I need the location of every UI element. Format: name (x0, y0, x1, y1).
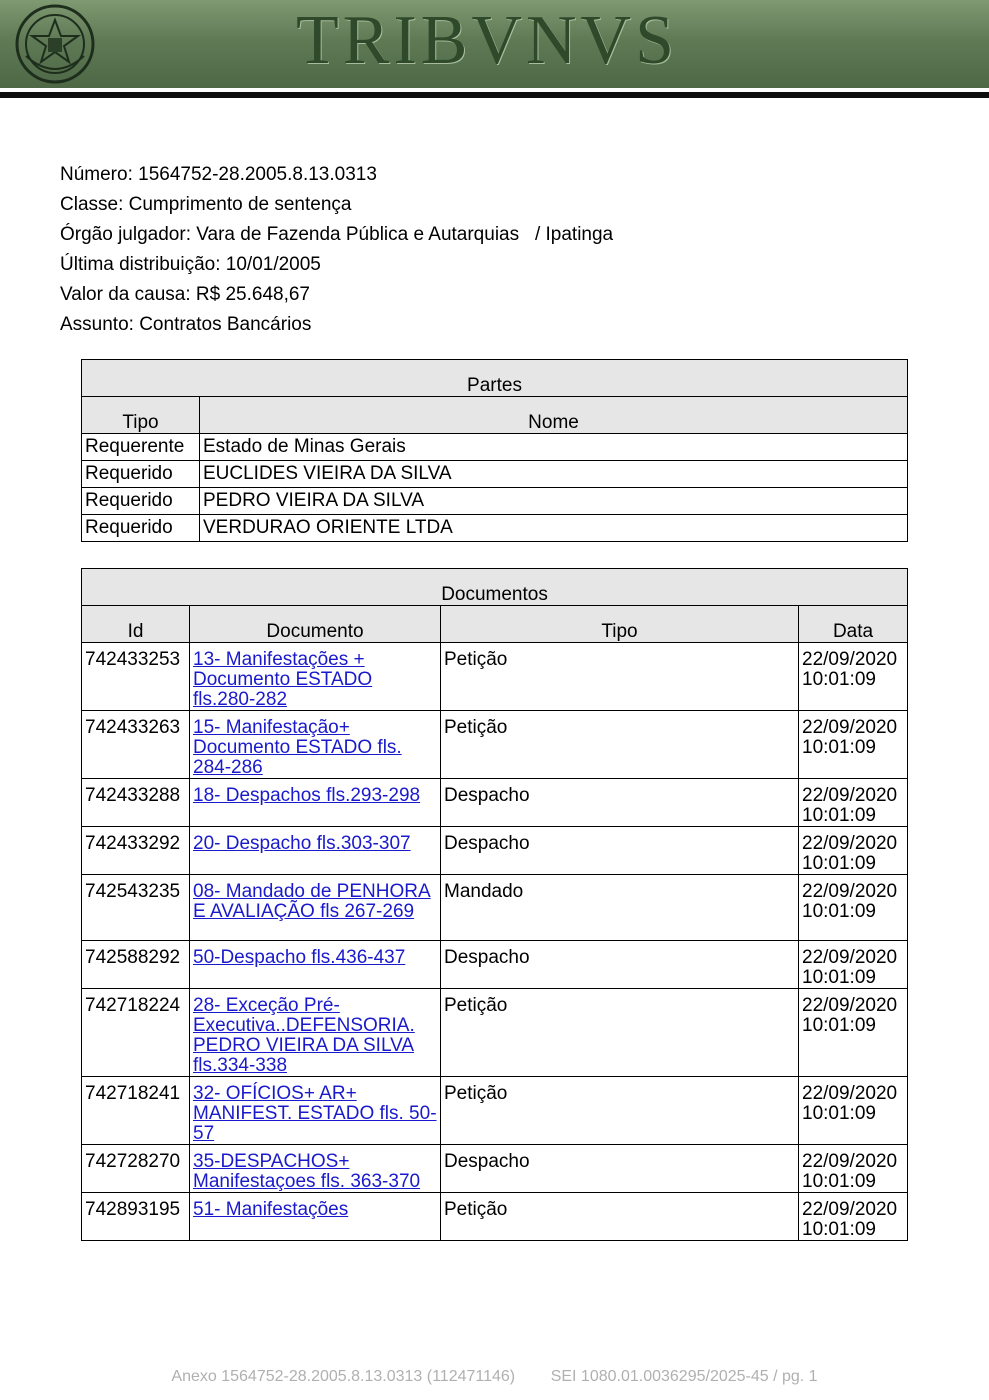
process-value: Valor da causa: R$ 25.648,67 (60, 284, 310, 305)
docs-header-documento: Documento (190, 606, 441, 643)
doc-data: 22/09/2020 10:01:09 (799, 827, 908, 875)
parte-nome: PEDRO VIEIRA DA SILVA (200, 488, 908, 515)
parte-nome: Estado de Minas Gerais (200, 434, 908, 461)
doc-tipo: Despacho (441, 827, 799, 875)
doc-data: 22/09/2020 10:01:09 (799, 875, 908, 941)
doc-id: 742433292 (82, 827, 190, 875)
doc-tipo: Despacho (441, 1145, 799, 1193)
documentos-caption: Documentos (82, 569, 908, 606)
table-row (82, 989, 908, 1077)
doc-tipo: Despacho (441, 779, 799, 827)
doc-link[interactable]: 32- OFÍCIOS+ AR+ MANIFEST. ESTADO fls. 50-57 (193, 1083, 437, 1144)
table-row (82, 827, 908, 875)
doc-link[interactable]: 13- Manifestações + Documento ESTADO fls.280-282 (193, 649, 373, 710)
doc-data: 22/09/2020 10:01:09 (799, 1193, 908, 1241)
page-footer: Anexo 1564752-28.2005.8.13.0313 (112471146) SEI 1080.01.0036295/2025-45 / pg. 1 (171, 1368, 818, 1385)
parte-nome: EUCLIDES VIEIRA DA SILVA (200, 461, 908, 488)
doc-tipo: Petição (441, 1193, 799, 1241)
doc-link[interactable]: 50-Despacho fls.436-437 (193, 947, 406, 968)
process-number: Número: 1564752-28.2005.8.13.0313 (60, 164, 377, 185)
doc-id: 742728270 (82, 1145, 190, 1193)
doc-tipo: Petição (441, 1077, 799, 1145)
table-row (82, 875, 908, 941)
doc-data: 22/09/2020 10:01:09 (799, 779, 908, 827)
doc-id: 742433263 (82, 711, 190, 779)
doc-id: 742588292 (82, 941, 190, 989)
process-info (60, 160, 613, 340)
doc-id: 742543235 (82, 875, 190, 941)
process-distribution: Última distribuição: 10/01/2005 (60, 254, 321, 275)
doc-id: 742718224 (82, 989, 190, 1077)
doc-id: 742718241 (82, 1077, 190, 1145)
doc-link[interactable]: 15- Manifestação+ Documento ESTADO fls. 284-286 (193, 717, 402, 778)
doc-data: 22/09/2020 10:01:09 (799, 941, 908, 989)
table-row (82, 461, 908, 488)
docs-header-id: Id (82, 606, 190, 643)
parte-tipo: Requerente (82, 434, 200, 461)
doc-id: 742433253 (82, 643, 190, 711)
doc-link[interactable]: 18- Despachos fls.293-298 (193, 785, 421, 806)
table-row (82, 515, 908, 542)
partes-header-tipo: Tipo (82, 397, 200, 434)
doc-data: 22/09/2020 10:01:09 (799, 989, 908, 1077)
table-row (82, 434, 908, 461)
doc-id: 742433288 (82, 779, 190, 827)
table-row (82, 1145, 908, 1193)
partes-table (81, 359, 908, 542)
coat-of-arms-icon (12, 4, 98, 84)
parte-nome: VERDURAO ORIENTE LTDA (200, 515, 908, 542)
header-rule (0, 92, 989, 98)
table-row (82, 488, 908, 515)
doc-data: 22/09/2020 10:01:09 (799, 711, 908, 779)
doc-link[interactable]: 35-DESPACHOS+ Manifestaçoes fls. 363-370 (193, 1151, 421, 1192)
table-row (82, 779, 908, 827)
doc-link[interactable]: 08- Mandado de PENHORA E AVALIAÇÃO fls 267-269 (193, 881, 431, 922)
documentos-table (81, 568, 908, 1241)
doc-data: 22/09/2020 10:01:09 (799, 1077, 908, 1145)
doc-id: 742893195 (82, 1193, 190, 1241)
process-class: Classe: Cumprimento de sentença (60, 194, 352, 215)
docs-header-data: Data (799, 606, 908, 643)
table-row (82, 1077, 908, 1145)
doc-link[interactable]: 28- Exceção Pré-Executiva..DEFENSORIA. PEDRO VIEIRA DA SILVA fls.334-338 (193, 995, 415, 1076)
doc-data: 22/09/2020 10:01:09 (799, 1145, 908, 1193)
brand-logo: TRIBVNVS (296, 2, 679, 79)
parte-tipo: Requerido (82, 515, 200, 542)
doc-link[interactable]: 20- Despacho fls.303-307 (193, 833, 411, 854)
table-row (82, 1193, 908, 1241)
parte-tipo: Requerido (82, 488, 200, 515)
table-row (82, 941, 908, 989)
process-subject: Assunto: Contratos Bancários (60, 314, 312, 335)
partes-header-nome: Nome (200, 397, 908, 434)
doc-tipo: Despacho (441, 941, 799, 989)
table-row (82, 643, 908, 711)
process-court: Órgão julgador: Vara de Fazenda Pública e Autarquias / Ipatinga (60, 224, 614, 245)
doc-tipo: Petição (441, 989, 799, 1077)
parte-tipo: Requerido (82, 461, 200, 488)
partes-caption: Partes (82, 360, 908, 397)
doc-tipo: Petição (441, 643, 799, 711)
table-row (82, 711, 908, 779)
doc-tipo: Petição (441, 711, 799, 779)
doc-link[interactable]: 51- Manifestações (193, 1199, 349, 1220)
docs-header-tipo: Tipo (441, 606, 799, 643)
doc-tipo: Mandado (441, 875, 799, 941)
doc-data: 22/09/2020 10:01:09 (799, 643, 908, 711)
